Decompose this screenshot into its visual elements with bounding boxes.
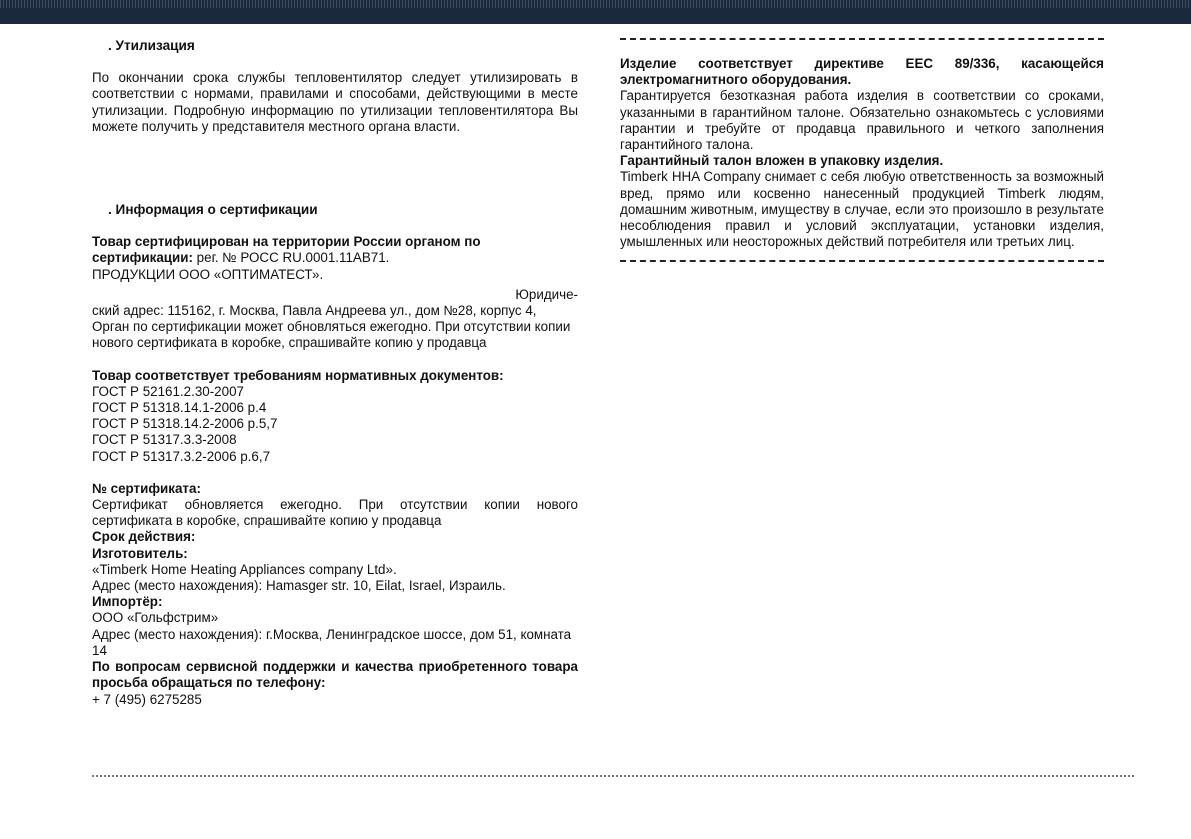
gost-item: ГОСТ Р 51318.14.1-2006 p.4 — [92, 400, 267, 416]
manufacturer-label: Изготовитель: — [92, 545, 188, 561]
certification-body — [92, 234, 578, 266]
warranty-coupon-note: Гарантийный талон вложен в упаковку изделия. — [620, 153, 944, 169]
importer-name: ООО «Гольфстрим» — [92, 610, 219, 626]
gost-item: ГОСТ Р 51317.3.2-2006 p.6,7 — [92, 448, 271, 464]
certificate-number-text: Сертификат обновляется ежегодно. При отсутствии копии нового сертификата в коробке, спрашивайте копию у продавца — [92, 497, 578, 529]
right-column — [620, 38, 1104, 262]
top-divider — [620, 38, 1104, 40]
directive-heading: Изделие соответствует директиве ЕЕС 89/336, касающейся электромагнитного оборудования. — [620, 56, 1104, 88]
norms-heading: Товар соответствует требованиям нормативных документов: — [92, 367, 504, 383]
bottom-divider — [620, 260, 1104, 262]
warranty-text: Гарантируется безотказная работа изделия в соответствии со сроками, указанными в гарантийном талоне. Обязательно ознакомьтесь с условиями гарантии и требуйте от продавца правильного и четкого заполнения гарантийного талона. — [620, 88, 1104, 153]
importer-address: Адрес (место нахождения): г.Москва, Ленинградское шоссе, дом 51, комната 14 — [92, 626, 572, 658]
section-heading-certification: . Информация о сертификации — [108, 202, 318, 218]
gost-item: ГОСТ Р 52161.2.30-2007 — [92, 383, 244, 399]
service-phone: + 7 (495) 6275285 — [92, 691, 202, 707]
top-banner — [0, 0, 1191, 24]
certification-update-note: Орган по сертификации может обновляться ежегодно. При отсутствии копии нового сертификата в коробке, спрашивайте копию у продавца — [92, 319, 571, 351]
footer-dotted-line — [92, 775, 1134, 777]
importer-label: Импортёр: — [92, 594, 163, 610]
legal-address: ский адрес: 115162, г. Москва, Павла Андреева ул., дом №28, корпус 4, — [92, 303, 537, 319]
left-column — [92, 38, 578, 708]
legal-address-start: Юридиче- — [515, 286, 578, 302]
manufacturer-name: «Timberk Home Heating Appliances company Ltd». — [92, 561, 397, 577]
manufacturer-address: Адрес (место нахождения): Hamasger str. 10, Eilat, Israel, Израиль. — [92, 578, 506, 594]
certificate-number-label: № сертификата: — [92, 480, 201, 496]
certification-bold-text: Товар сертифицирован на территории России органом по сертификации: — [92, 234, 481, 266]
certification-org: ПРОДУКЦИИ ООО «ОПТИМАТЕСТ». — [92, 266, 324, 282]
gost-item: ГОСТ Р 51317.3.3-2008 — [92, 432, 237, 448]
validity-label: Срок действия: — [92, 529, 196, 545]
liability-text: Timberk HHA Company снимает с себя любую ответственность за возможный вред, прямо или косвенно нанесенный продукцией Timberk людям, домашним животным, имуществу в случае, если это произошло в результате несоблюдения правил и условий эксплуатации, установки изделия, умышленных или неосторожных действий потребителя или третьих лиц. — [620, 169, 1104, 250]
utilization-text: По окончании срока службы тепловентилятор следует утилизировать в соответствии с нормами, правилами и способами, действующими в месте утилизации. Подробную информацию по утилизации тепловентилятора Вы можете получить у представителя местного органа власти. — [92, 70, 578, 134]
service-support-label: По вопросам сервисной поддержки и качества приобретенного товара просьба обращаться по телефону: — [92, 659, 578, 691]
section-heading-utilization: . Утилизация — [108, 38, 195, 53]
gost-item: ГОСТ Р 51318.14.2-2006 p.5,7 — [92, 416, 278, 432]
certification-reg-number: рег. № РОСС RU.0001.11АВ71. — [192, 250, 390, 266]
